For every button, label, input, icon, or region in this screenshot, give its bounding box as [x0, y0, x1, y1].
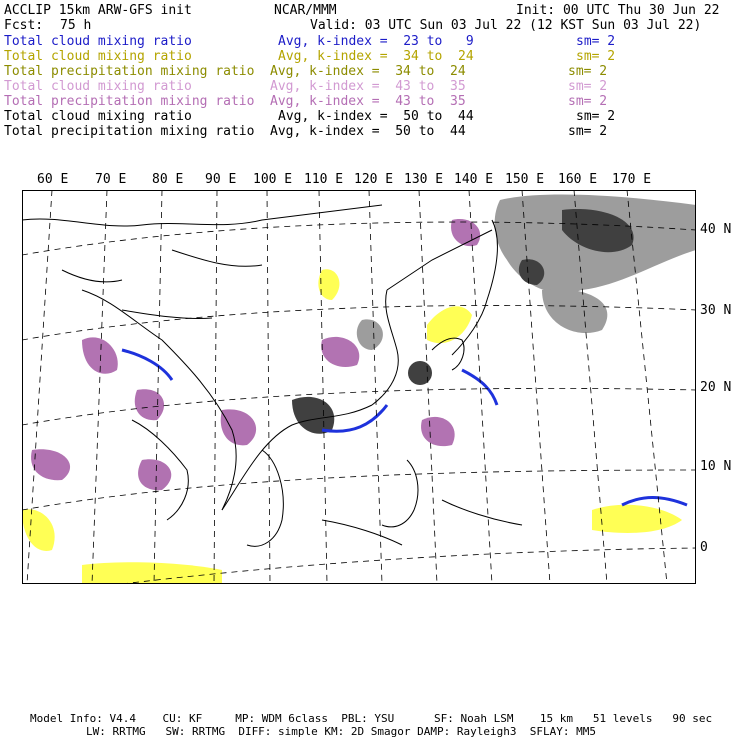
- field-name: Total cloud mixing ratio: [4, 49, 192, 64]
- field-name: Total cloud mixing ratio: [4, 79, 192, 94]
- field-name: Total precipitation mixing ratio: [4, 64, 255, 79]
- lon-label: 150 E: [505, 172, 545, 187]
- forecast-label: Fcst:: [4, 18, 44, 33]
- field-smoothing: sm= 2: [568, 79, 608, 94]
- field-smoothing: sm= 2: [568, 124, 608, 139]
- lon-label: 90 E: [205, 172, 237, 187]
- lat-label: 10 N: [700, 459, 732, 474]
- lon-label: 70 E: [95, 172, 127, 187]
- field-smoothing: sm= 2: [568, 94, 608, 109]
- field-avg-range: Avg, k-index = 34 to 24: [270, 64, 466, 79]
- lat-label: 40 N: [700, 222, 732, 237]
- field-avg-range: Avg, k-index = 50 to 44: [278, 109, 474, 124]
- lon-label: 120 E: [354, 172, 394, 187]
- field-avg-range: Avg, k-index = 43 to 35: [270, 79, 466, 94]
- field-smoothing: sm= 2: [568, 64, 608, 79]
- lon-label: 80 E: [152, 172, 184, 187]
- lat-label: 20 N: [700, 380, 732, 395]
- field-avg-range: Avg, k-index = 23 to 9: [278, 34, 474, 49]
- field-avg-range: Avg, k-index = 34 to 24: [278, 49, 474, 64]
- forecast-hours: 75 h: [60, 18, 92, 33]
- lon-label: 170 E: [612, 172, 652, 187]
- model-title: ACCLIP 15km ARW-GFS init: [4, 3, 192, 18]
- lon-label: 110 E: [304, 172, 344, 187]
- field-name: Total cloud mixing ratio: [4, 34, 192, 49]
- longitude-labels: [0, 172, 740, 188]
- field-smoothing: sm= 2: [576, 109, 616, 124]
- field-smoothing: sm= 2: [576, 34, 616, 49]
- field-name: Total precipitation mixing ratio: [4, 124, 255, 139]
- field-name: Total cloud mixing ratio: [4, 109, 192, 124]
- field-avg-range: Avg, k-index = 50 to 44: [270, 124, 466, 139]
- lon-label: 130 E: [404, 172, 444, 187]
- init-time: Init: 00 UTC Thu 30 Jun 22: [516, 3, 720, 18]
- lon-label: 160 E: [558, 172, 598, 187]
- lon-label: 140 E: [454, 172, 494, 187]
- valid-time: Valid: 03 UTC Sun 03 Jul 22 (12 KST Sun 03 Jul 22): [310, 18, 702, 33]
- lon-label: 60 E: [37, 172, 69, 187]
- lon-label: 100 E: [253, 172, 293, 187]
- forecast-map: [22, 190, 696, 584]
- lat-label: 0: [700, 540, 708, 555]
- field-avg-range: Avg, k-index = 43 to 35: [270, 94, 466, 109]
- lat-label: 30 N: [700, 303, 732, 318]
- organization-label: NCAR/MMM: [274, 3, 337, 18]
- field-name: Total precipitation mixing ratio: [4, 94, 255, 109]
- model-info-line1: Model Info: V4.4 CU: KF MP: WDM 6class PBL: YSU SF: Noah LSM 15 km 51 levels 90 sec: [30, 712, 713, 725]
- field-smoothing: sm= 2: [576, 49, 616, 64]
- model-info-line2: LW: RRTMG SW: RRTMG DIFF: simple KM: 2D Smagor DAMP: Rayleigh3 SFLAY: MM5: [86, 725, 596, 738]
